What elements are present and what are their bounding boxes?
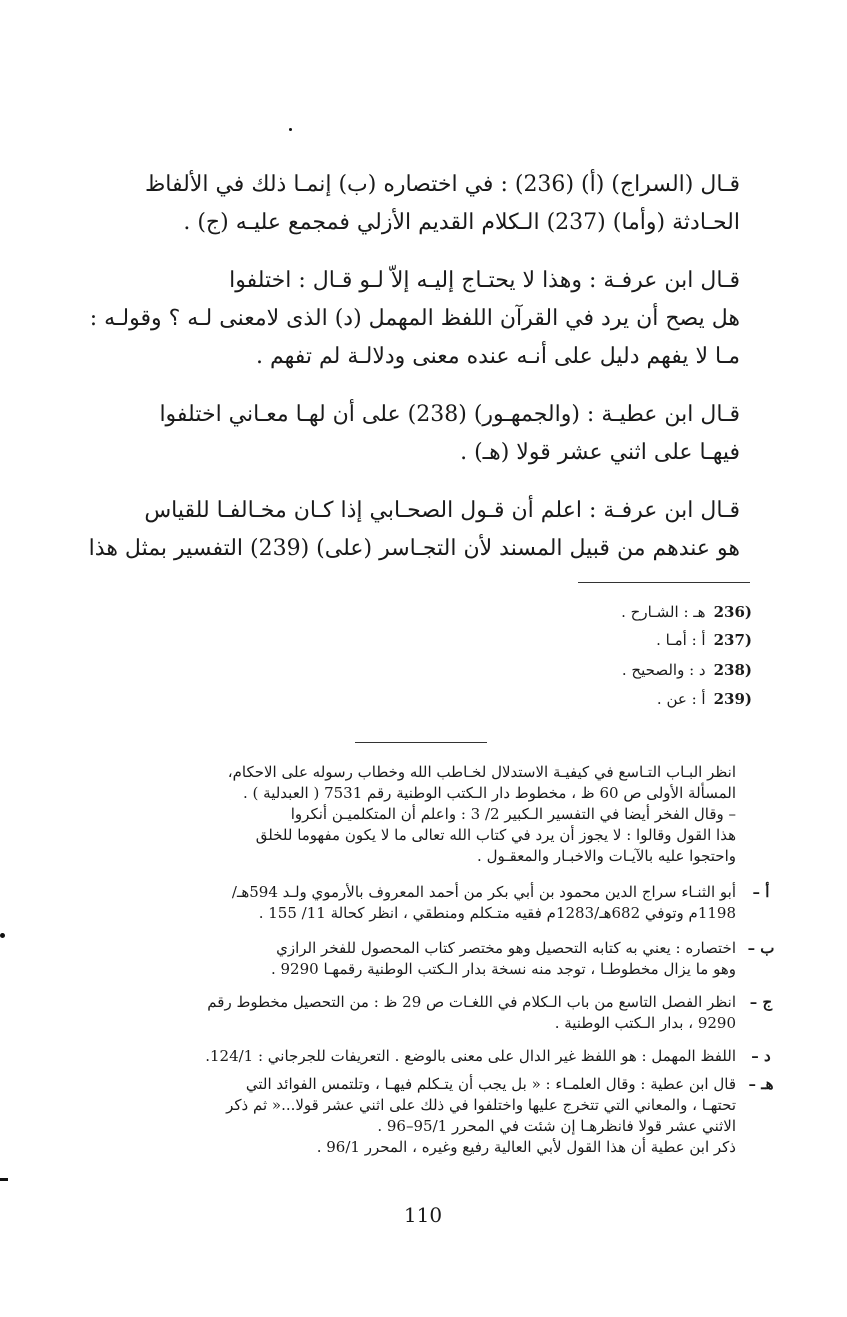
margin-mark: [0, 933, 5, 938]
footnote-line: وهو ما يزال مخطوطـا ، توجد منه نسخة بدار الـكتب الوطنية رقمهـا 9290 .: [270, 960, 736, 978]
variant-note-236: [621, 598, 752, 626]
paragraph-line: الحـادثة (وأما) (237) الـكلام القديم الأزلي فمجمع عليـه (ج) .: [183, 210, 740, 235]
footnote-line: المسألة الأولى ص 60 ظ ، مخطوط دار الـكتب الوطنية رقم 7531 ( العبدلية ) .: [243, 784, 736, 802]
footnote-line: انظر البـاب التـاسع في كيفيـة الاستدلال لخـاطب الله وخطاب رسوله على الاحكام،: [227, 763, 736, 781]
paragraph-4: [82, 492, 740, 568]
variant-note-text: هـ : الشـارح .: [621, 603, 706, 621]
footnote-line: هذا القول وقالوا : لا يجوز أن يرد في كتاب الله تعالى ما لا يكون مفهوما للخلق: [255, 826, 736, 844]
paragraph-line: مـا لا يفهم دليل على أنـه عنده معنى ودلالـة لم تفهم .: [256, 344, 740, 369]
footnote-marker: ب –: [747, 939, 775, 957]
footnotes-separator: [355, 742, 487, 743]
footnote-line: قال ابن عطية : وقال العلمـاء : « بل يجب أن يتـكلم فيهـا ، وتلتمس الفوائد التي: [245, 1075, 736, 1093]
variant-note-number: 237): [713, 631, 752, 649]
variant-note-text: د : والصحيح .: [621, 661, 706, 679]
footnote-line: 9290 ، بدار الـكتب الوطنية .: [554, 1014, 736, 1032]
footnote-line: اختصاره : يعني به كتابه التحصيل وهو مختصر كتاب المحصول للفخر الرازي: [276, 939, 736, 957]
paragraph-line: قـال (السراج) (أ) (236) : في اختصاره (ب) إنمـا ذلك في الألفاظ: [144, 172, 740, 197]
footnote-line: تحتهـا ، والمعاني التي تتخرج عليها واختلفوا في ذلك على اثني عشر قولا...« ثم ذكر: [226, 1096, 736, 1114]
paragraph-line: فيهـا على اثني عشر قولا (هـ) .: [460, 440, 740, 465]
variant-note-number: 238): [713, 661, 752, 679]
paragraph-3: [82, 396, 740, 472]
scan-speck: [289, 128, 292, 131]
notes-separator: [578, 582, 750, 583]
footnote-line: – وقال الفخر أيضا في التفسير الـكبير 2/ 3 : واعلم أن المتكلميـن أنكروا: [290, 805, 736, 823]
paragraph-line: هو عندهم من قبيل المسند لأن التجـاسر (على) (239) التفسير بمثل هذا: [88, 536, 740, 561]
paragraph-line: قـال ابن عرفـة : اعلم أن قـول الصحـابي إذا كـان مخـالفـا للقياس: [144, 498, 740, 523]
paragraph-1: [82, 166, 740, 242]
footnote-alif: [88, 882, 770, 924]
footnote-marker: ج –: [749, 993, 773, 1011]
paragraph-line: قـال ابن عرفـة : وهذا لا يحتـاج إليـه إلاّ لـو قـال : اختلفوا: [229, 268, 740, 293]
page-number: 110: [403, 1203, 443, 1227]
variant-note-text: أ : عن .: [656, 690, 706, 708]
footnote-jim: [88, 992, 773, 1034]
footnote-intro: [88, 762, 736, 867]
paragraph-line: قـال ابن عطيـة : (والجمهـور) (238) على أن لهـا معـاني اختلفوا: [159, 402, 740, 427]
footnote-line: انظر الفصل التاسع من باب الـكلام في اللغـات ص 29 ظ : من التحصيل مخطوط رقم: [207, 993, 736, 1011]
variant-note-number: 236): [713, 603, 752, 621]
variant-note-237: [656, 626, 752, 654]
footnote-ha: [88, 1074, 774, 1158]
footnote-line: واحتجوا عليه بالآيـات والاخبـار والمعقـول .: [477, 847, 736, 865]
variant-note-text: أ : أمـا .: [656, 631, 706, 649]
footnote-marker: أ –: [752, 883, 770, 901]
footnote-line: 1198م وتوفي 682هـ/1283م فقيه متـكلم ومنطقي ، انظر كحالة 11/ 155 .: [258, 904, 736, 922]
margin-mark: [0, 1178, 8, 1181]
variant-note-number: 239): [713, 690, 752, 708]
footnote-line: ذكر ابن عطية أن هذا القول لأبي العالية رفيع وغيره ، المحرر 96/1 .: [316, 1138, 736, 1156]
footnote-line: أبو الثنـاء سراج الدين محمود بن أبي بكر من أحمد المعروف بالأرموي ولـد 594هـ/: [231, 883, 736, 901]
footnote-marker: هـ –: [748, 1075, 774, 1093]
footnote-line: الاثني عشر قولا فانظرهـا إن شئت في المحرر 95/1–96 .: [377, 1117, 736, 1135]
variant-note-239: [657, 685, 752, 713]
variant-note-238: [622, 656, 752, 684]
paragraph-line: هل يصح أن يرد في القرآن اللفظ المهمل (د) الذى لامعنى لـه ؟ وقولـه :: [89, 306, 740, 331]
footnote-ba: [88, 938, 775, 980]
paragraph-2: [82, 262, 740, 376]
footnote-line: اللفظ المهمل : هو اللفظ غير الدال على معنى بالوضع . التعريفات للجرجاني : 124/1.: [205, 1047, 736, 1065]
footnote-marker: د –: [751, 1047, 771, 1065]
footnote-dal: [88, 1046, 771, 1067]
